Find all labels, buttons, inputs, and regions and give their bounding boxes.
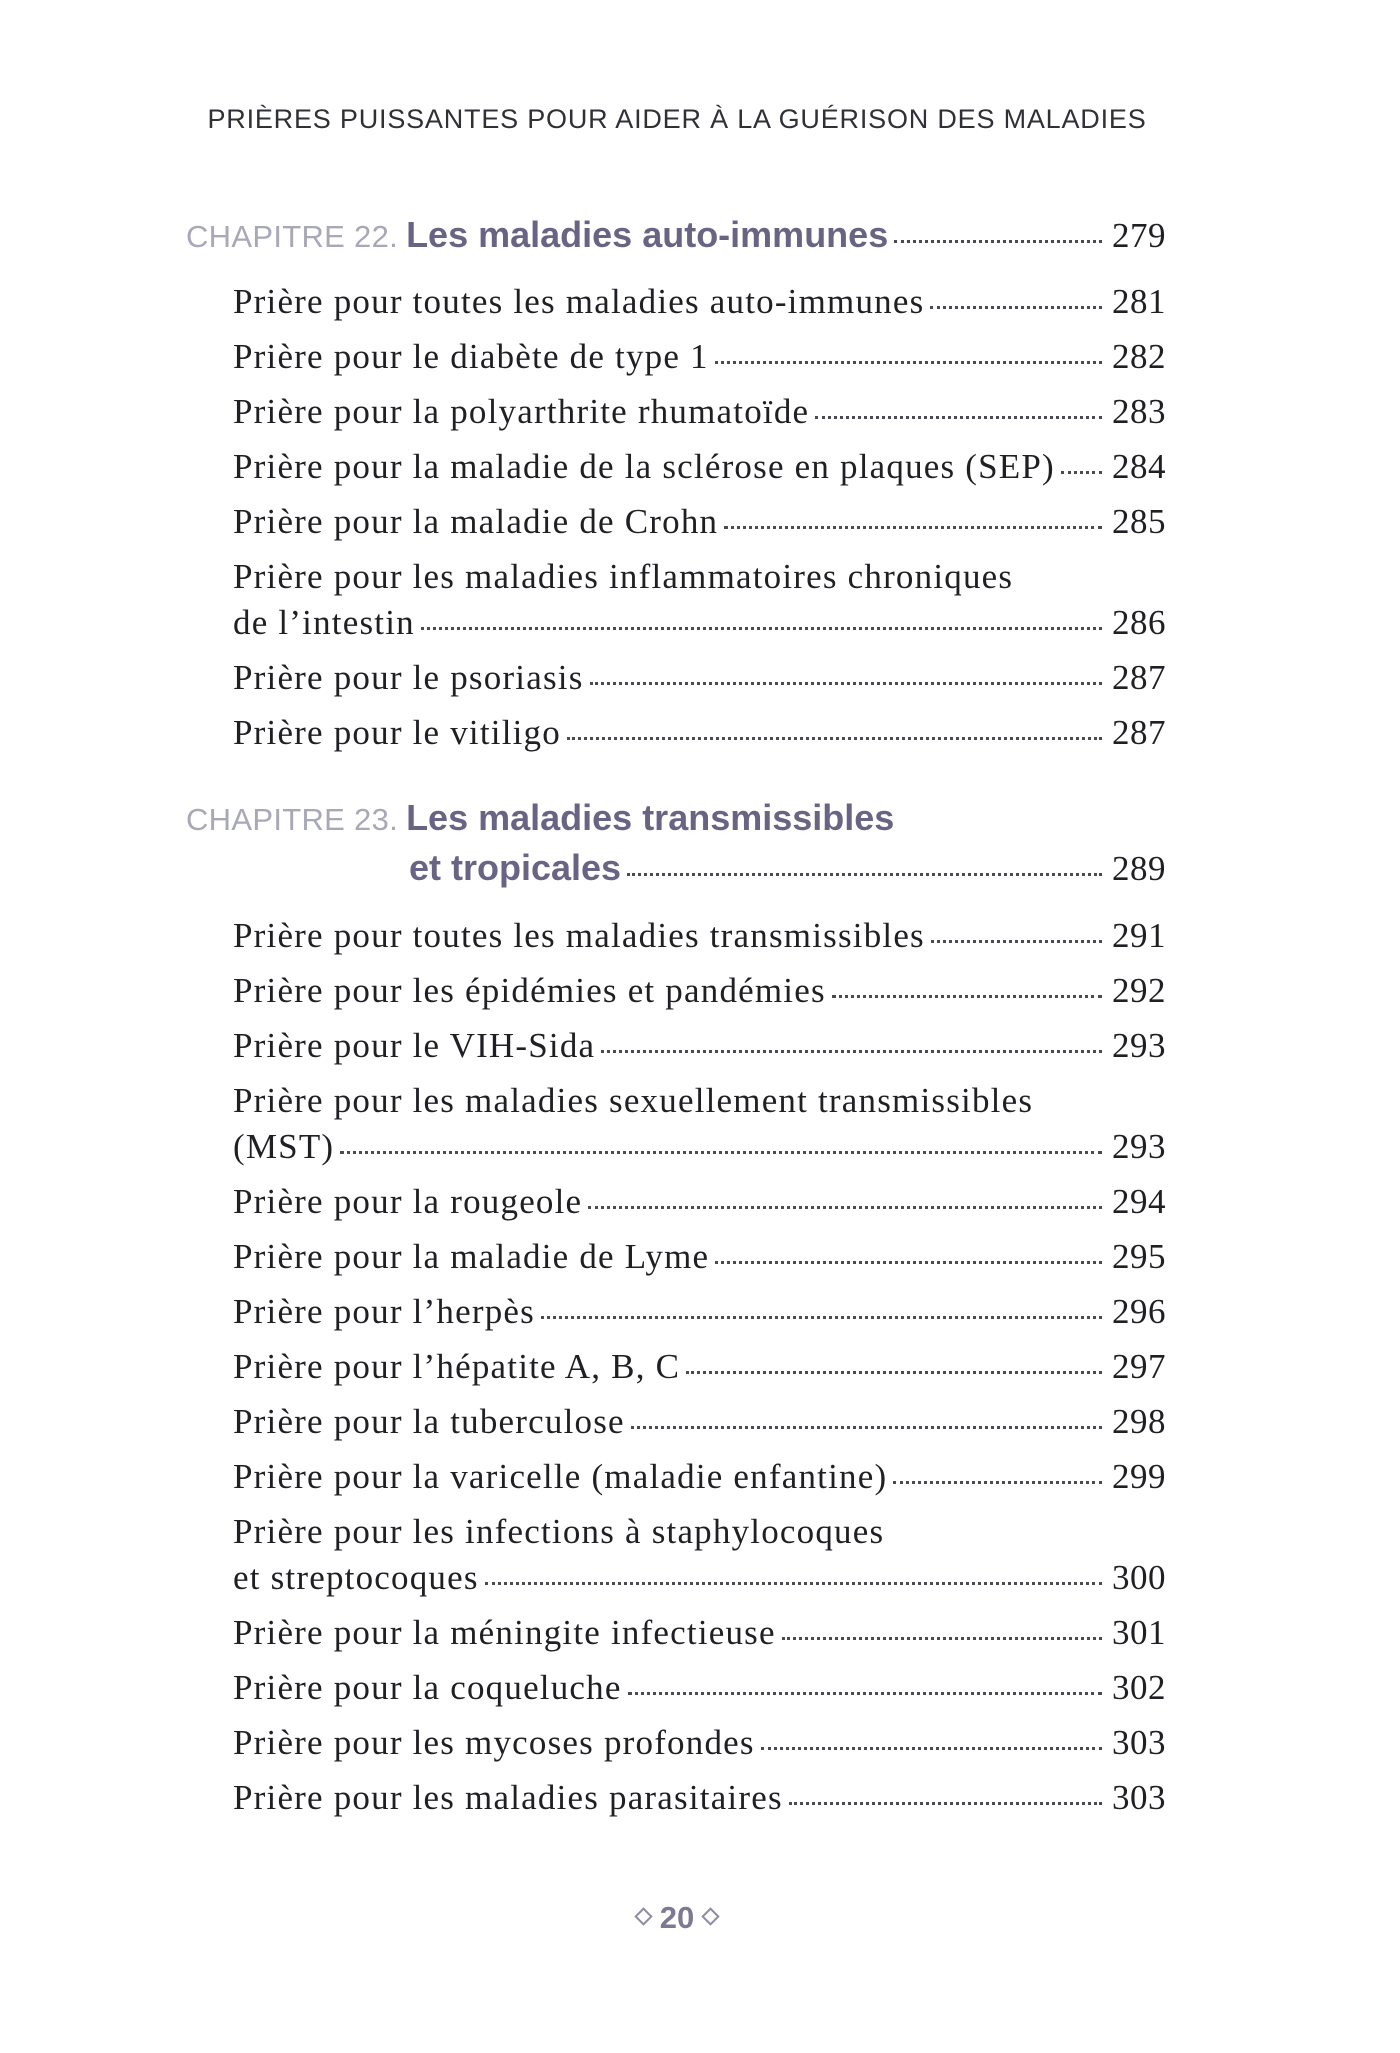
toc-entry-page: 283 — [1112, 392, 1166, 431]
toc-entry-page: 302 — [1112, 1668, 1166, 1707]
dot-leader — [832, 994, 1102, 998]
toc-entry-page: 293 — [1112, 1127, 1166, 1166]
dot-leader — [485, 1581, 1102, 1585]
toc-entry[interactable] — [233, 282, 1166, 322]
toc-entry-title: Prière pour le VIH-Sida — [233, 1026, 596, 1065]
diamond-ornament-icon — [634, 1908, 652, 1926]
dot-leader — [761, 1746, 1102, 1750]
dot-leader — [590, 681, 1102, 685]
toc-entry-page: 295 — [1112, 1237, 1166, 1276]
dot-leader — [567, 736, 1102, 740]
toc-entry[interactable] — [233, 1237, 1166, 1277]
toc-entry[interactable] — [233, 658, 1166, 698]
toc-entry-page: 300 — [1112, 1558, 1166, 1597]
toc-entry[interactable] — [233, 447, 1166, 487]
diamond-ornament-icon — [702, 1908, 720, 1926]
toc-entry[interactable] — [233, 971, 1166, 1011]
toc-entry[interactable] — [233, 337, 1166, 377]
dot-leader — [340, 1150, 1102, 1154]
dot-leader — [686, 1370, 1102, 1374]
toc-entry[interactable] — [233, 603, 1166, 643]
toc-entry-title: Prière pour la coqueluche — [233, 1668, 622, 1707]
chapter-heading-line2[interactable] — [409, 847, 1166, 889]
chapter-title: Les maladies auto-immunes — [406, 214, 889, 255]
toc-entry-title: Prière pour la rougeole — [233, 1182, 583, 1221]
page-number: 20 — [659, 1900, 695, 1935]
toc-entry-page: 284 — [1112, 447, 1166, 486]
dot-leader — [815, 415, 1102, 419]
toc-entry-title: Prière pour la varicelle (maladie enfantine) — [233, 1457, 888, 1496]
chapter-title-line1: Les maladies transmissibles — [406, 797, 895, 838]
toc-entry-title-line1[interactable]: Prière pour les maladies inflammatoires chroniques — [233, 557, 1014, 596]
toc-entry-title: Prière pour les mycoses profondes — [233, 1723, 755, 1762]
dot-leader — [421, 626, 1102, 630]
toc-entry[interactable] — [233, 502, 1166, 542]
dot-leader — [627, 872, 1102, 876]
toc-entry[interactable] — [233, 1182, 1166, 1222]
toc-entry-title: Prière pour toutes les maladies transmissibles — [233, 916, 925, 955]
toc-entry-title: (MST) — [233, 1127, 335, 1166]
toc-entry-title: Prière pour la méningite infectieuse — [233, 1613, 776, 1652]
dot-leader — [628, 1691, 1102, 1695]
dot-leader — [789, 1801, 1102, 1805]
dot-leader — [782, 1636, 1102, 1640]
toc-entry-page: 301 — [1112, 1613, 1166, 1652]
toc-entry-page: 303 — [1112, 1778, 1166, 1817]
dot-leader — [1061, 470, 1102, 474]
toc-entry-page: 292 — [1112, 971, 1166, 1010]
toc-entry-page: 297 — [1112, 1347, 1166, 1386]
toc-entry[interactable] — [233, 1778, 1166, 1818]
dot-leader — [541, 1315, 1102, 1319]
chapter-title-line2: et tropicales — [409, 847, 622, 888]
page-folio — [0, 1900, 1354, 1936]
toc-entry-title: Prière pour le vitiligo — [233, 713, 561, 752]
chapter-heading[interactable] — [186, 214, 1166, 256]
toc-entry-page: 285 — [1112, 502, 1166, 541]
chapter-page-number: 289 — [1112, 849, 1166, 888]
chapter-label: CHAPITRE 22. — [186, 219, 399, 254]
dot-leader — [588, 1205, 1102, 1209]
toc-entry-title: Prière pour toutes les maladies auto-immunes — [233, 282, 925, 321]
toc-entry-title: de l’intestin — [233, 603, 415, 642]
toc-entry[interactable] — [233, 1292, 1166, 1332]
toc-entry-title: Prière pour la maladie de Lyme — [233, 1237, 710, 1276]
toc-entry[interactable] — [233, 392, 1166, 432]
toc-entry-page: 296 — [1112, 1292, 1166, 1331]
toc-entry-title: Prière pour le diabète de type 1 — [233, 337, 709, 376]
toc-entry-title: Prière pour l’hépatite A, B, C — [233, 1347, 681, 1386]
chapter-label: CHAPITRE 23. — [186, 802, 399, 837]
toc-entry-page: 281 — [1112, 282, 1166, 321]
dot-leader — [715, 1260, 1102, 1264]
toc-entry-title: Prière pour la maladie de Crohn — [233, 502, 719, 541]
dot-leader — [724, 525, 1102, 529]
dot-leader — [931, 939, 1102, 943]
toc-entry-title: Prière pour la tuberculose — [233, 1402, 625, 1441]
toc-entry-page: 298 — [1112, 1402, 1166, 1441]
dot-leader — [930, 305, 1102, 309]
toc-entry-page: 287 — [1112, 658, 1166, 697]
toc-entry[interactable] — [233, 713, 1166, 753]
toc-entry-title: Prière pour la maladie de la sclérose en plaques (SEP) — [233, 447, 1055, 486]
toc-entry-title-line1[interactable]: Prière pour les infections à staphylocoques — [233, 1512, 885, 1551]
toc-entry[interactable] — [233, 1723, 1166, 1763]
toc-entry-page: 293 — [1112, 1026, 1166, 1065]
toc-entry-title: et streptocoques — [233, 1558, 479, 1597]
toc-entry-title: Prière pour la polyarthrite rhumatoïde — [233, 392, 810, 431]
toc-entry-page: 294 — [1112, 1182, 1166, 1221]
toc-entry-title: Prière pour le psoriasis — [233, 658, 584, 697]
toc-entry-title: Prière pour l’herpès — [233, 1292, 535, 1331]
toc-entry[interactable] — [233, 1127, 1166, 1167]
toc-entry[interactable] — [233, 1558, 1166, 1598]
toc-entry-page: 299 — [1112, 1457, 1166, 1496]
chapter-heading[interactable] — [186, 797, 1166, 839]
toc-entry-page: 287 — [1112, 713, 1166, 752]
toc-entry-page: 291 — [1112, 916, 1166, 955]
running-head: PRIÈRES PUISSANTES POUR AIDER À LA GUÉRISON DES MALADIES — [207, 104, 1147, 134]
toc-entry-title: Prière pour les maladies parasitaires — [233, 1778, 783, 1817]
dot-leader — [715, 360, 1102, 364]
toc-entry-page: 286 — [1112, 603, 1166, 642]
toc-entry-title-line1[interactable]: Prière pour les maladies sexuellement transmissibles — [233, 1081, 1034, 1120]
dot-leader — [631, 1425, 1102, 1429]
chapter-page-number: 279 — [1112, 216, 1166, 255]
toc-entry[interactable] — [233, 916, 1166, 956]
toc-entry[interactable] — [233, 1613, 1166, 1653]
toc-entry-page: 282 — [1112, 337, 1166, 376]
toc-entry[interactable] — [233, 1026, 1166, 1066]
toc-entry-page: 303 — [1112, 1723, 1166, 1762]
toc-entry[interactable] — [233, 1347, 1166, 1387]
dot-leader — [893, 1480, 1102, 1484]
dot-leader — [601, 1049, 1102, 1053]
toc-entry[interactable] — [233, 1402, 1166, 1442]
dot-leader — [894, 239, 1102, 243]
toc-entry[interactable] — [233, 1668, 1166, 1708]
toc-entry[interactable] — [233, 1457, 1166, 1497]
toc-entry-title: Prière pour les épidémies et pandémies — [233, 971, 826, 1010]
